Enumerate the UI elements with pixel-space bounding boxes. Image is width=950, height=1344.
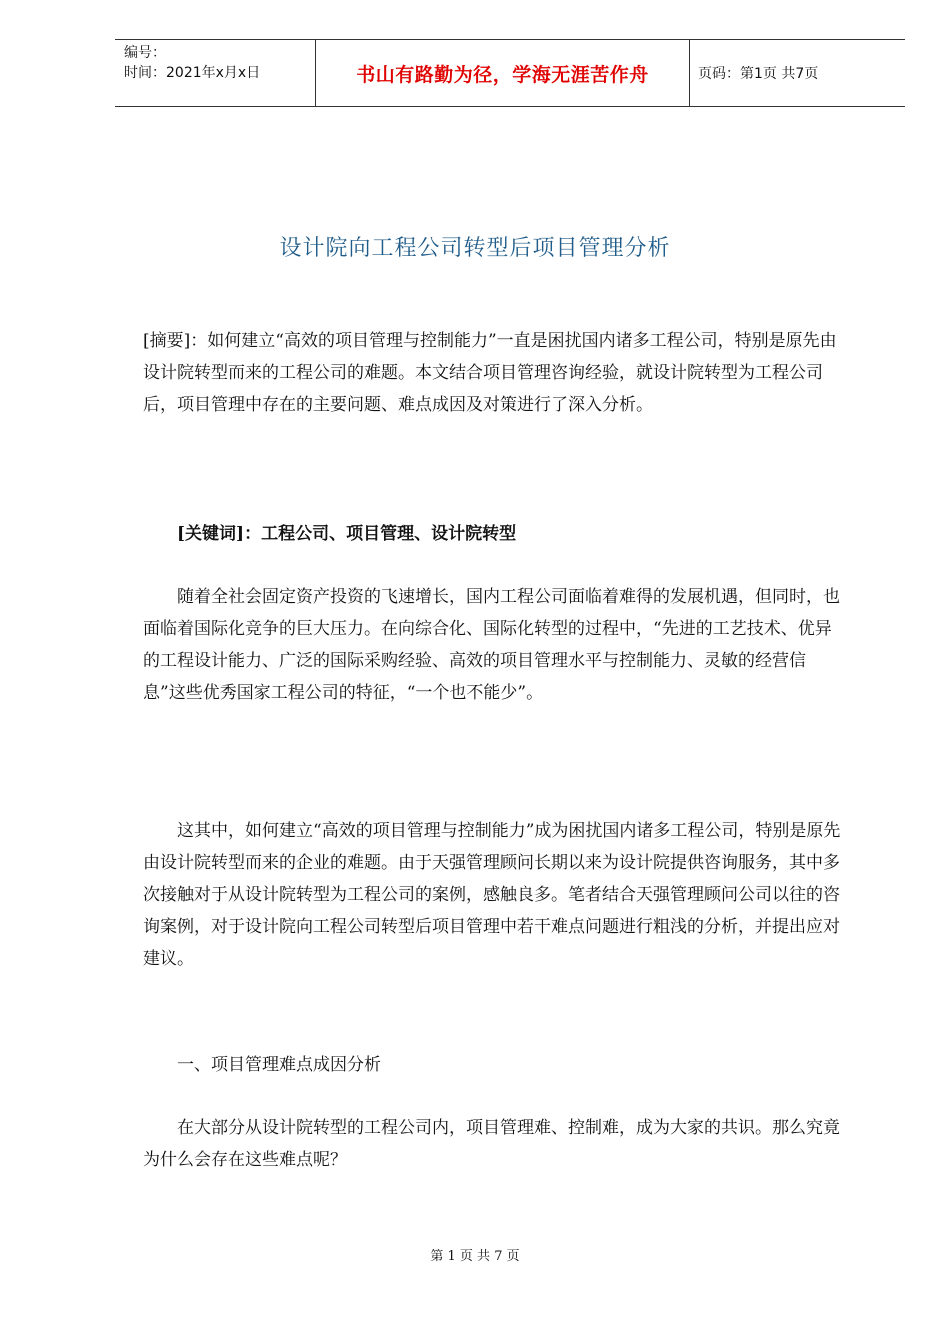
body-paragraph-2: 这其中，如何建立“高效的项目管理与控制能力”成为困扰国内诸多工程公司，特别是原先由设计院转型而来的企业的难题。由于天强管理顾问长期以来为设计院提供咨询服务，其中多次接触对于从设计院转型为工程公司的案例，感触良多。笔者结合天强管理顾问公司以往的咨询案例，对于设计院向工程公司转型后项目管理中若干难点问题进行粗浅的分析，并提出应对建议。 (143, 821, 841, 969)
abstract-paragraph: [摘要]：如何建立“高效的项目管理与控制能力”一直是困扰国内诸多工程公司，特别是原先由设计院转型而来的工程公司的难题。本文结合项目管理咨询经验，就设计院转型为工程公司后，项目管理中存在的主要问题、难点成因及对策进行了深入分析。 (143, 331, 837, 415)
body-paragraph-1: 随着全社会固定资产投资的飞速增长，国内工程公司面临着难得的发展机遇，但同时，也面临着国际化竞争的巨大压力。在向综合化、国际化转型的过程中，“先进的工艺技术、优异的工程设计能力、广泛的国际采购经验、高效的项目管理水平与控制能力、灵敏的经营信息”这些优秀国家工程公司的特征，“一个也不能少”。 (143, 587, 840, 703)
header-page-info: 页码：第1页 共7页 (698, 66, 819, 82)
header-table (115, 39, 905, 107)
section-heading: 一、项目管理难点成因分析 (177, 1055, 381, 1075)
keywords-line: [关键词]：工程公司、项目管理、设计院转型 (177, 524, 517, 544)
document-title: 设计院向工程公司转型后项目管理分析 (279, 236, 671, 261)
body-paragraph-3: 在大部分从设计院转型的工程公司内，项目管理难、控制难，成为大家的共识。那么究竟为什么会存在这些难点呢？ (143, 1118, 840, 1170)
page-footer: 第 1 页 共 7 页 (430, 1249, 520, 1264)
number-label: 编号： (124, 45, 166, 61)
header-motto: 书山有路勤为径，学海无涯苦作舟 (316, 40, 690, 106)
header-meta-cell (115, 40, 316, 106)
time-label: 时间：2021年x月x日 (124, 65, 261, 81)
